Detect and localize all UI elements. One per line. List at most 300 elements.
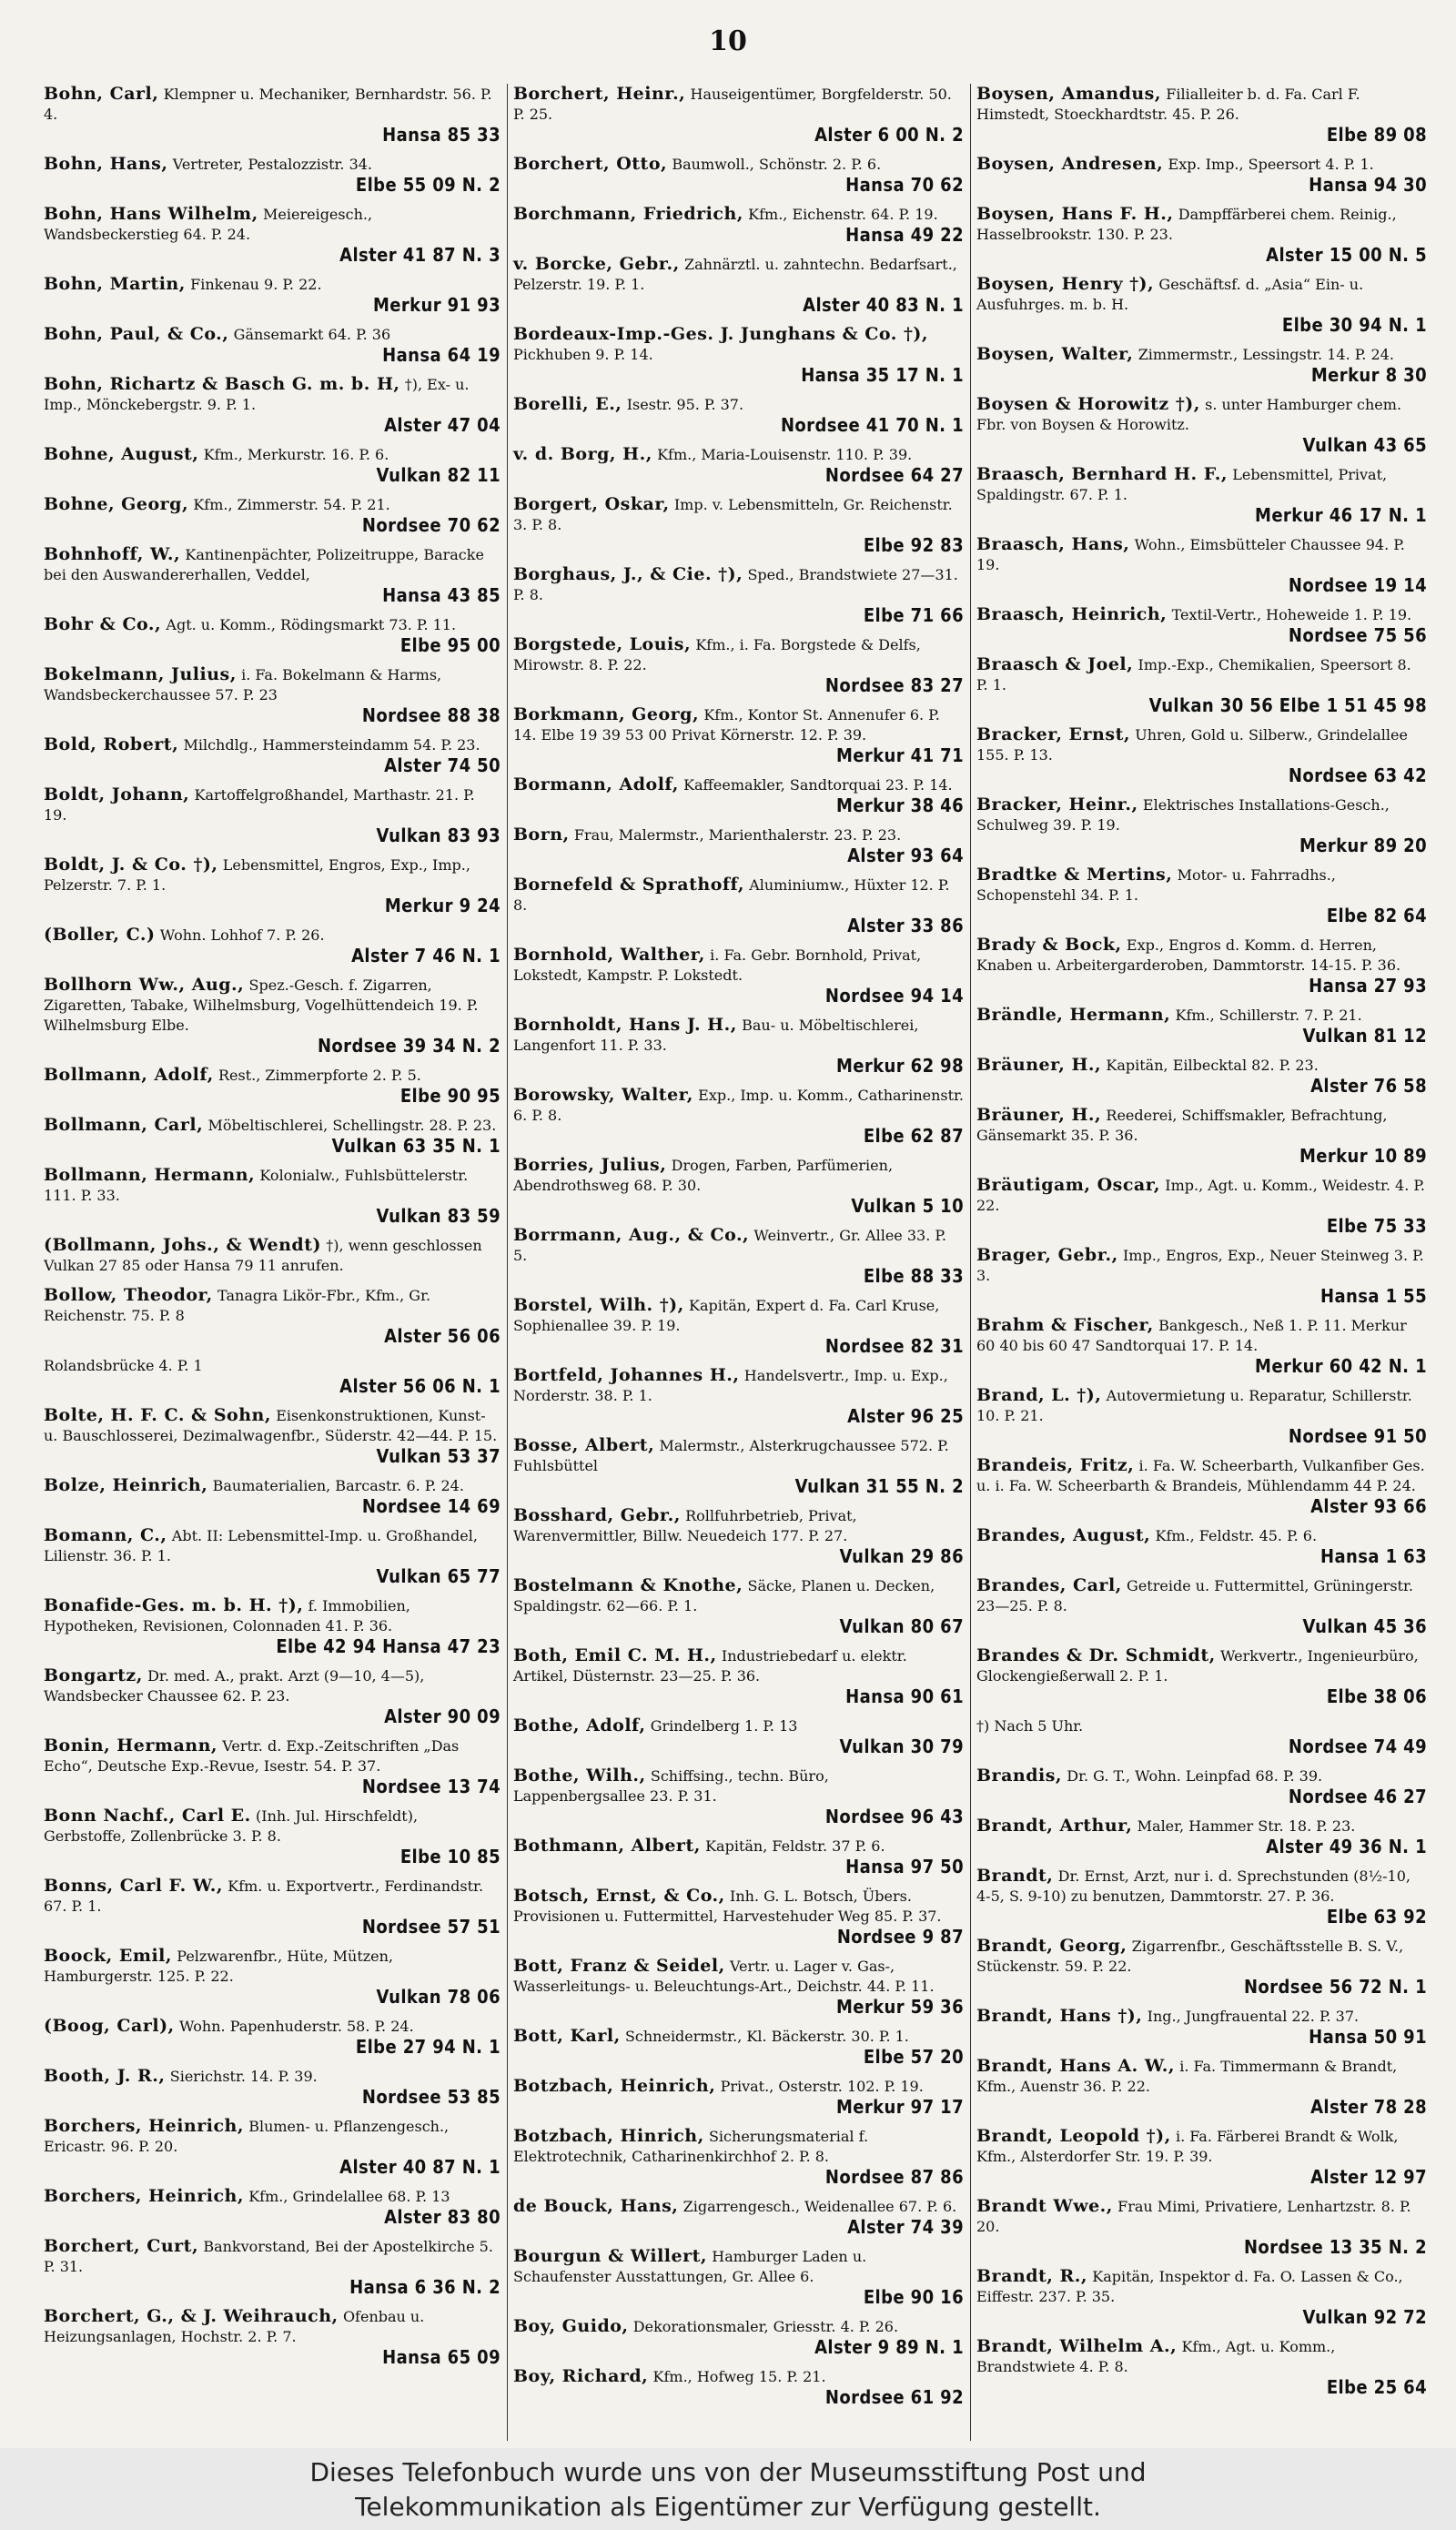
directory-entry xyxy=(976,344,1427,385)
entry-detail: Kapitän, Expert d. Fa. Carl Kruse, Sophienallee 39. P. 19. xyxy=(513,1297,940,1334)
entry-phone: Merkur 97 17 xyxy=(835,2096,964,2118)
entry-phone: Nordsee 83 27 xyxy=(824,674,964,696)
entry-phone: Alster 40 83 N. 1 xyxy=(803,294,964,316)
entry-detail: Malermstr., Alsterkrugchaussee 572. P. Fuhlsbüttel xyxy=(513,1437,949,1474)
entry-name: Borrmann, Aug., & Co., xyxy=(513,1225,750,1245)
entry-detail: Werkvertr., Ingenieurbüro, Glockengießerwall 2. P. 1. xyxy=(976,1647,1419,1685)
entry-phone: Alster 47 04 xyxy=(384,414,500,436)
entry-detail: Agt. u. Komm., Rödingsmarkt 73. P. 11. xyxy=(166,616,457,633)
directory-entry xyxy=(513,2196,964,2237)
entry-phone: Elbe 92 83 xyxy=(863,534,964,556)
entry-phone: Vulkan 83 93 xyxy=(376,825,500,846)
entry-name: Bornhold, Walther, xyxy=(513,945,705,965)
entry-detail: Sierichstr. 14. P. 39. xyxy=(169,2068,318,2085)
entry-phone: Nordsee 74 49 xyxy=(1288,1736,1427,1757)
entry-detail: Rolandsbrücke 4. P. 1 xyxy=(44,1357,203,1374)
entry-name: Brandes & Dr. Schmidt, xyxy=(976,1645,1216,1665)
entry-phone: Elbe 90 16 xyxy=(863,2286,964,2308)
entry-phone: Nordsee 13 74 xyxy=(361,1776,500,1797)
entry-name: Brand, L. †), xyxy=(976,1385,1102,1405)
entry-detail: Gänsemarkt 64. P. 36 xyxy=(233,326,391,343)
directory-entry xyxy=(976,1866,1427,1927)
entry-phone: Nordsee 75 56 xyxy=(1288,624,1427,646)
entry-name: Bothmann, Albert, xyxy=(513,1836,701,1856)
entry-name: Borchers, Heinrich, xyxy=(44,2116,244,2136)
entry-detail: Spez.-Gesch. f. Zigarren, Zigaretten, Tabake, Wilhelmsburg, Vogelhüttendeich 19. P. Wilhelmsburg Elbe. xyxy=(44,977,479,1034)
entry-detail: Dampffärberei chem. Reinig., Hasselbrookstr. 130. P. 23. xyxy=(976,206,1397,243)
entry-name: Bräuner, H., xyxy=(976,1055,1102,1075)
directory-entry xyxy=(44,2236,500,2297)
entry-name: Born, xyxy=(513,825,570,845)
directory-entry xyxy=(513,2316,964,2357)
entry-phone: Nordsee 46 27 xyxy=(1288,1786,1427,1807)
directory-entry xyxy=(44,154,500,195)
entry-detail: †) Nach 5 Uhr. xyxy=(976,1717,1084,1735)
entry-phone: Hansa 1 63 xyxy=(1320,1545,1427,1567)
column-right xyxy=(970,84,1427,2441)
entry-name: Bohn, Hans Wilhelm, xyxy=(44,204,258,224)
entry-detail: Imp., Agt. u. Komm., Weidestr. 4. P. 22. xyxy=(976,1177,1425,1214)
entry-name: Botsch, Ernst, & Co., xyxy=(513,1886,725,1906)
entry-phone: Alster 12 97 xyxy=(1310,2166,1427,2188)
directory-entry xyxy=(976,2126,1427,2187)
directory-entry xyxy=(976,1936,1427,1997)
entry-detail: Zigarrenfbr., Geschäftsstelle B. S. V., Stückenstr. 59. P. 22. xyxy=(976,1938,1404,1975)
directory-entry xyxy=(513,494,964,555)
directory-entry xyxy=(976,604,1427,645)
entry-detail: Baumwoll., Schönstr. 2. P. 6. xyxy=(672,156,882,173)
entry-name: Botzbach, Heinrich, xyxy=(513,2076,716,2096)
entry-detail: Dr. med. A., prakt. Arzt (9—10, 4—5), Wandsbecker Chaussee 62. P. 23. xyxy=(44,1667,425,1705)
entry-name: (Bollmann, Johs., & Wendt) xyxy=(44,1235,321,1255)
entry-detail: Wohn. Papenhuderstr. 58. P. 24. xyxy=(178,2018,414,2035)
directory-entry xyxy=(976,654,1427,715)
entry-name: (Boog, Carl), xyxy=(44,2016,175,2036)
entry-detail: Vertr. d. Exp.-Zeitschriften „Das Echo“, Deutsche Exp.-Revue, Isestr. 54. P. 37. xyxy=(44,1737,460,1775)
entry-detail: Inh. G. L. Botsch, Übers. Provisionen u. Futtermittel, Harvestehuder Weg 85. P. 37. xyxy=(513,1887,942,1925)
entry-phone: Nordsee 64 27 xyxy=(824,464,964,486)
entry-name: Borchert, Curt, xyxy=(44,2236,199,2256)
entry-phone: Merkur 9 24 xyxy=(384,895,500,916)
entry-detail: Autovermietung u. Reparatur, Schillerstr. 10. P. 21. xyxy=(976,1387,1412,1424)
entry-detail: i. Fa. Färberei Brandt & Wolk, Kfm., Alsterdorfer Str. 19. P. 39. xyxy=(976,2128,1399,2165)
entry-name: Bohn, Martin, xyxy=(44,274,186,294)
directory-entry xyxy=(513,444,964,485)
entry-name: Bokelmann, Julius, xyxy=(44,664,237,684)
directory-entry xyxy=(44,1285,500,1346)
directory-entry xyxy=(976,865,1427,926)
directory-entry xyxy=(44,975,500,1056)
directory-entry xyxy=(513,2366,964,2407)
entry-name: Bosse, Albert, xyxy=(513,1435,655,1455)
directory-entry xyxy=(513,394,964,435)
entry-name: Botzbach, Hinrich, xyxy=(513,2126,704,2146)
entry-name: Borelli, E., xyxy=(513,394,622,414)
entry-phone: Merkur 60 42 N. 1 xyxy=(1255,1355,1427,1377)
entry-name: Bonin, Hermann, xyxy=(44,1736,218,1756)
entry-name: Borgstede, Louis, xyxy=(513,634,692,654)
entry-phone: Merkur 46 17 N. 1 xyxy=(1255,504,1427,526)
entry-name: Bonn Nachf., Carl E. xyxy=(44,1806,251,1826)
directory-entry xyxy=(44,274,500,315)
entry-name: Bollmann, Adolf, xyxy=(44,1065,214,1085)
entry-name: Bothe, Adolf, xyxy=(513,1715,646,1736)
directory-entry xyxy=(44,324,500,365)
entry-detail: Säcke, Planen u. Decken, Spaldingstr. 62—66. P. 1. xyxy=(513,1577,935,1614)
entry-detail: Exp., Engros d. Komm. d. Herren, Knaben u. Arbeitergarderoben, Dammtorstr. 14-15. P. 36. xyxy=(976,936,1401,974)
directory-entry xyxy=(44,1876,500,1937)
entry-phone: Nordsee 94 14 xyxy=(824,985,964,1007)
entry-phone: Elbe 75 33 xyxy=(1326,1215,1427,1237)
entry-name: Bolte, H. F. C. & Sohn, xyxy=(44,1405,271,1425)
entry-detail: Schneidermstr., Kl. Bäckerstr. 30. P. 1. xyxy=(624,2028,909,2045)
entry-phone: Vulkan 45 36 xyxy=(1302,1615,1427,1637)
entry-name: Borghaus, J., & Cie. †), xyxy=(513,564,743,584)
entry-detail: Kfm., i. Fa. Borgstede & Delfs, Mirowstr. 8. P. 22. xyxy=(513,636,921,673)
entry-detail: Kfm., Feldstr. 45. P. 6. xyxy=(1155,1527,1318,1544)
directory-entry xyxy=(976,1245,1427,1306)
entry-detail: Kartoffelgroßhandel, Marthastr. 21. P. 19. xyxy=(44,786,475,824)
entry-detail: Uhren, Gold u. Silberw., Grindelallee 155. P. 13. xyxy=(976,726,1408,764)
entry-name: Bongartz, xyxy=(44,1665,143,1685)
directory-entry xyxy=(44,544,500,605)
directory-entry xyxy=(44,1165,500,1226)
entry-name: Boldt, Johann, xyxy=(44,784,190,805)
entry-name: Bonafide-Ges. m. b. H. †), xyxy=(44,1595,304,1615)
entry-name: Bold, Robert, xyxy=(44,734,179,754)
entry-detail: Dr. Ernst, Arzt, nur i. d. Sprechstunden (8½-10, 4-5, S. 9-10) zu benutzen, Dammtorstr. 27. P. 36. xyxy=(976,1867,1410,1905)
directory-entry xyxy=(44,2066,500,2107)
entry-phone: Elbe 25 64 xyxy=(1326,2376,1427,2398)
directory-entry xyxy=(513,1886,964,1947)
entry-detail: Bankgesch., Neß 1. P. 11. Merkur 60 40 bis 60 47 Sandtorquai 17. P. 14. xyxy=(976,1317,1407,1354)
directory-entry xyxy=(976,1315,1427,1376)
directory-entry xyxy=(976,1816,1427,1857)
entry-phone: Alster 56 06 xyxy=(384,1325,500,1347)
entry-name: Boysen & Horowitz †), xyxy=(976,394,1200,414)
entry-name: Braasch, Heinrich, xyxy=(976,604,1168,624)
directory-entry xyxy=(513,1836,964,1877)
entry-name: Bohne, August, xyxy=(44,444,199,464)
entry-phone: Vulkan 53 37 xyxy=(376,1445,500,1467)
entry-phone: Alster 96 25 xyxy=(847,1405,964,1427)
directory-entry xyxy=(44,1405,500,1466)
entry-detail: Textil-Vertr., Hoheweide 1. P. 19. xyxy=(1171,606,1412,623)
entry-phone: Elbe 57 20 xyxy=(863,2046,964,2068)
entry-detail: Imp.-Exp., Chemikalien, Speersort 8. P. 1. xyxy=(976,656,1411,693)
directory-entry xyxy=(513,2246,964,2307)
entry-name: Bourgun & Willert, xyxy=(513,2246,707,2266)
entry-detail: Milchdlg., Hammersteindamm 54. P. 23. xyxy=(183,736,480,754)
entry-detail: Kapitän, Inspektor d. Fa. O. Lassen & Co., Eiffestr. 237. P. 35. xyxy=(976,2268,1403,2305)
entry-phone: Hansa 85 33 xyxy=(382,124,500,146)
directory-entry xyxy=(44,1595,500,1656)
entry-name: Brady & Bock, xyxy=(976,935,1122,955)
directory-entry xyxy=(976,2336,1427,2397)
entry-name: Bonns, Carl F. W., xyxy=(44,1876,223,1896)
directory-entry xyxy=(513,704,964,765)
provenance-footer xyxy=(0,2448,1456,2530)
entry-phone: Vulkan 43 65 xyxy=(1302,434,1427,456)
directory-entry xyxy=(44,84,500,145)
entry-name: Bolze, Heinrich, xyxy=(44,1475,208,1495)
entry-name: Brandt, Georg, xyxy=(976,1936,1127,1956)
entry-phone: Alster 74 39 xyxy=(847,2216,964,2238)
entry-phone: Hansa 6 36 N. 2 xyxy=(349,2276,500,2298)
entry-phone: Vulkan 82 11 xyxy=(376,464,500,486)
directory-entry xyxy=(976,935,1427,996)
entry-detail: Weinvertr., Gr. Allee 33. P. 5. xyxy=(513,1227,946,1264)
directory-entry xyxy=(44,1475,500,1516)
entry-detail: Kfm., Zimmerstr. 54. P. 21. xyxy=(193,496,390,513)
entry-detail: Rest., Zimmerpforte 2. P. 5. xyxy=(217,1067,421,1084)
entry-name: Bohr & Co., xyxy=(44,614,162,634)
entry-name: Borchmann, Friedrich, xyxy=(513,204,743,224)
entry-phone: Nordsee 13 35 N. 2 xyxy=(1243,2236,1427,2258)
entry-detail: Imp., Engros, Exp., Neuer Steinweg 3. P. 3. xyxy=(976,1247,1424,1284)
entry-name: Bohn, Carl, xyxy=(44,84,159,104)
entry-phone: Alster 33 86 xyxy=(847,915,964,936)
entry-detail: Kfm., Agt. u. Komm., Brandstwiete 4. P. 8. xyxy=(976,2338,1336,2375)
directory-entry xyxy=(513,1225,964,1286)
directory-entry xyxy=(44,1115,500,1156)
directory-entry xyxy=(44,444,500,485)
entry-detail: Kfm., Hofweg 15. P. 21. xyxy=(652,2368,826,2385)
entry-phone: Elbe 88 33 xyxy=(863,1265,964,1287)
entry-phone: Nordsee 57 51 xyxy=(361,1916,500,1938)
directory-entry xyxy=(44,2016,500,2057)
directory-entry xyxy=(976,1105,1427,1166)
directory-entry xyxy=(513,1015,964,1076)
directory-entry xyxy=(513,945,964,1006)
directory-entry xyxy=(44,1525,500,1586)
entry-detail: Reederei, Schiffsmakler, Befrachtung, Gänsemarkt 35. P. 36. xyxy=(976,1107,1388,1144)
directory-entry xyxy=(513,204,964,245)
entry-phone: Vulkan 80 67 xyxy=(839,1615,964,1637)
entry-detail: Isestr. 95. P. 37. xyxy=(626,396,744,413)
entry-detail: Kolonialw., Fuhlsbüttelerstr. 111. P. 33. xyxy=(44,1167,469,1204)
entry-detail: Aluminiumw., Hüxter 12. P. 8. xyxy=(513,876,950,914)
entry-name: Brandes, August, xyxy=(976,1525,1151,1545)
entry-name: Bohnhoff, W., xyxy=(44,544,181,564)
directory-entry xyxy=(513,1645,964,1706)
columns-container xyxy=(44,84,1427,2441)
entry-detail: Geschäftsf. d. „Asia“ Ein- u. Ausfuhrges. m. b. H. xyxy=(976,276,1364,313)
entry-phone: Nordsee 9 87 xyxy=(836,1926,964,1948)
entry-detail: Kfm., Schillerstr. 7. P. 21. xyxy=(1175,1007,1362,1024)
entry-name: Bothe, Wilh., xyxy=(513,1766,646,1786)
entry-name: Borstel, Wilh. †), xyxy=(513,1295,684,1315)
entry-phone: Elbe 38 06 xyxy=(1326,1685,1427,1707)
directory-entry xyxy=(976,394,1427,455)
directory-entry xyxy=(44,614,500,655)
entry-name: Braasch, Hans, xyxy=(976,534,1130,554)
entry-phone: Merkur 38 46 xyxy=(835,794,964,816)
entry-detail: Filialleiter b. d. Fa. Carl F. Himstedt, Stoeckhardtstr. 45. P. 26. xyxy=(976,86,1360,123)
entry-name: Boldt, J. & Co. †), xyxy=(44,855,218,875)
entry-name: Brandt Wwe., xyxy=(976,2196,1113,2216)
entry-phone: Alster 76 58 xyxy=(1310,1075,1427,1097)
entry-name: Bollhorn Ww., Aug., xyxy=(44,975,245,995)
directory-entry xyxy=(976,1455,1427,1516)
entry-phone: Elbe 10 85 xyxy=(399,1846,500,1867)
entry-name: Bosshard, Gebr., xyxy=(513,1505,681,1525)
entry-detail: †), wenn geschlossen Vulkan 27 85 oder Hansa 79 11 anrufen. xyxy=(44,1237,482,1274)
entry-phone: Elbe 82 64 xyxy=(1326,905,1427,926)
entry-detail: Abt. II: Lebensmittel-Imp. u. Großhandel, Lilienstr. 36. P. 1. xyxy=(44,1527,478,1564)
entry-detail: Privat., Osterstr. 102. P. 19. xyxy=(720,2078,924,2095)
entry-phone: Alster 41 87 N. 3 xyxy=(339,244,500,266)
entry-name: Boy, Richard, xyxy=(513,2366,649,2386)
directory-entry xyxy=(513,825,964,865)
entry-detail: Finkenau 9. P. 22. xyxy=(190,276,322,293)
entry-phone: Vulkan 63 35 N. 1 xyxy=(331,1135,500,1157)
entry-detail: Wohn. Lohhof 7. P. 26. xyxy=(159,926,325,944)
directory-entry xyxy=(976,84,1427,145)
entry-phone: Vulkan 81 12 xyxy=(1302,1025,1427,1047)
entry-phone: Hansa 1 55 xyxy=(1320,1285,1427,1307)
directory-entry xyxy=(976,1645,1427,1706)
entry-detail: Zigarrengesch., Weidenallee 67. P. 6. xyxy=(682,2198,957,2215)
directory-entry xyxy=(976,1005,1427,1046)
entry-phone: Nordsee 96 43 xyxy=(824,1806,964,1827)
directory-entry xyxy=(44,1065,500,1106)
directory-entry xyxy=(976,2266,1427,2327)
directory-entry xyxy=(44,1665,500,1726)
entry-name: Borries, Julius, xyxy=(513,1155,667,1175)
entry-phone: Vulkan 92 72 xyxy=(1302,2306,1427,2328)
entry-phone: Hansa 70 62 xyxy=(845,174,964,196)
entry-phone: Alster 78 28 xyxy=(1310,2096,1427,2118)
entry-phone: Nordsee 14 69 xyxy=(361,1495,500,1517)
entry-phone: Nordsee 70 62 xyxy=(361,514,500,536)
directory-entry xyxy=(513,875,964,936)
entry-name: Boysen, Hans F. H., xyxy=(976,204,1174,224)
entry-name: Brandt, Hans A. W., xyxy=(976,2056,1175,2076)
entry-detail: Kapitän, Feldstr. 37 P. 6. xyxy=(705,1837,885,1855)
entry-detail: Rollfuhrbetrieb, Privat, Warenvermittler, Billw. Neuedeich 177. P. 27. xyxy=(513,1507,857,1544)
directory-entry xyxy=(513,1956,964,2017)
entry-detail: Baumaterialien, Barcastr. 6. P. 24. xyxy=(212,1477,464,1494)
entry-phone: Elbe 62 87 xyxy=(863,1125,964,1147)
directory-entry xyxy=(513,1435,964,1496)
entry-detail: Pelzwarenfbr., Hüte, Mützen, Hamburgerstr. 125. P. 22. xyxy=(44,1948,394,1985)
directory-entry xyxy=(976,1525,1427,1566)
directory-entry xyxy=(513,1155,964,1216)
entry-phone: Vulkan 83 59 xyxy=(376,1205,500,1227)
entry-phone: Elbe 95 00 xyxy=(399,634,500,656)
entry-phone: Hansa 94 30 xyxy=(1309,174,1427,196)
entry-detail: Klempner u. Mechaniker, Bernhardstr. 56. P. 4. xyxy=(44,86,492,123)
entry-detail: i. Fa. Bokelmann & Harms, Wandsbeckerchaussee 57. P. 23 xyxy=(44,666,442,703)
entry-name: Bohn, Hans, xyxy=(44,154,168,174)
entry-detail: Tanagra Likör-Fbr., Kfm., Gr. Reichenstr. 75. P. 8 xyxy=(44,1287,431,1324)
entry-phone: Merkur 10 89 xyxy=(1299,1145,1427,1167)
entry-name: Booth, J. R., xyxy=(44,2066,166,2086)
entry-detail: Möbeltischlerei, Schellingstr. 28. P. 23. xyxy=(207,1117,497,1134)
directory-entry xyxy=(513,1505,964,1566)
entry-phone: Alster 90 09 xyxy=(384,1705,500,1727)
entry-phone: Merkur 41 71 xyxy=(835,744,964,766)
directory-entry xyxy=(513,1575,964,1636)
entry-detail: Kfm., Eichenstr. 64. P. 19. xyxy=(748,206,938,223)
entry-name: Brändle, Hermann, xyxy=(976,1005,1171,1025)
entry-name: Borchert, Otto, xyxy=(513,154,668,174)
entry-detail: Sicherungsmaterial f. Elektrotechnik, Catharinenkirchhof 2. P. 8. xyxy=(513,2128,869,2165)
directory-entry xyxy=(44,925,500,966)
entry-detail: Kfm., Kontor St. Annenufer 6. P. 14. Elbe 19 39 53 00 Privat Körnerstr. 12. P. 39. xyxy=(513,706,940,744)
directory-entry xyxy=(976,2056,1427,2117)
directory-entry xyxy=(976,1766,1427,1806)
directory-entry xyxy=(513,1715,964,1756)
directory-entry xyxy=(44,204,500,265)
entry-phone: Elbe 89 08 xyxy=(1326,124,1427,146)
directory-entry xyxy=(976,1385,1427,1446)
entry-detail: Exp., Imp. u. Komm., Catharinenstr. 6. P. 8. xyxy=(513,1087,964,1124)
directory-entry xyxy=(976,154,1427,195)
directory-entry xyxy=(513,324,964,385)
entry-detail: Kfm., Grindelallee 68. P. 13 xyxy=(248,2188,450,2205)
entry-phone: Nordsee 63 42 xyxy=(1288,764,1427,786)
directory-entry xyxy=(976,464,1427,525)
directory-entry xyxy=(513,1766,964,1827)
entry-phone: Nordsee 87 86 xyxy=(824,2166,964,2188)
directory-entry xyxy=(976,274,1427,335)
entry-detail: i. Fa. W. Scheerbarth, Vulkanfiber Ges. u. i. Fa. W. Scheerbarth & Brandeis, Mühlendamm 44 P. 24. xyxy=(976,1457,1425,1494)
directory-entry xyxy=(513,2026,964,2067)
entry-phone: Alster 93 66 xyxy=(1310,1495,1427,1517)
directory-entry xyxy=(44,734,500,775)
entry-detail: Kfm., Merkurstr. 16. P. 6. xyxy=(203,446,389,463)
entry-detail: Motor- u. Fahrradhs., Schopenstehl 34. P. 1. xyxy=(976,866,1336,904)
entry-detail: Handelsvertr., Imp. u. Exp., Norderstr. 38. P. 1. xyxy=(513,1367,948,1404)
entry-name: Bohn, Paul, & Co., xyxy=(44,324,229,344)
entry-name: Brandt, xyxy=(976,1866,1054,1886)
entry-name: Bradtke & Mertins, xyxy=(976,865,1173,885)
entry-detail: Kaffeemakler, Sandtorquai 23. P. 14. xyxy=(683,776,953,794)
directory-entry xyxy=(44,2116,500,2177)
entry-detail: Ing., Jungfrauental 22. P. 37. xyxy=(1147,2008,1360,2025)
directory-entry xyxy=(44,1235,500,1276)
entry-name: v. Borcke, Gebr., xyxy=(513,254,680,274)
entry-detail: Dr. G. T., Wohn. Leinpfad 68. P. 39. xyxy=(1067,1767,1323,1785)
entry-name: Brandt, Hans †), xyxy=(976,2006,1143,2026)
entry-name: Bormann, Adolf, xyxy=(513,774,679,794)
entry-phone: Vulkan 65 77 xyxy=(376,1565,500,1587)
entry-name: Boysen, Amandus, xyxy=(976,84,1161,104)
entry-detail: Bau- u. Möbeltischlerei, Langenfort 11. P. 33. xyxy=(513,1017,919,1054)
entry-detail: Exp. Imp., Speersort 4. P. 1. xyxy=(1168,156,1374,173)
entry-phone: Nordsee 39 34 N. 2 xyxy=(317,1035,500,1057)
entry-name: de Bouck, Hans, xyxy=(513,2196,679,2216)
entry-detail: Dekorationsmaler, Griesstr. 4. P. 26. xyxy=(632,2318,899,2335)
entry-phone: Nordsee 88 38 xyxy=(361,704,500,726)
entry-phone: Nordsee 82 31 xyxy=(824,1335,964,1357)
entry-detail: Vertr. u. Lager v. Gas-, Wasserleitungs- u. Beleuchtungs-Art., Deichstr. 44. P. 11. xyxy=(513,1958,935,1995)
entry-name: Bohn, Richartz & Basch G. m. b. H, xyxy=(44,374,400,394)
entry-detail: Industriebedarf u. elektr. Artikel, Düsternstr. 23—25. P. 36. xyxy=(513,1647,907,1685)
footer-line-2: Telekommunikation als Eigentümer zur Verfügung gestellt. xyxy=(355,2492,1101,2522)
entry-phone: Hansa 65 09 xyxy=(382,2346,500,2368)
entry-phone: Alster 6 00 N. 2 xyxy=(814,124,964,146)
entry-name: (Boller, C.) xyxy=(44,925,156,945)
directory-entry xyxy=(513,634,964,695)
directory-entry xyxy=(976,724,1427,785)
entry-phone: Alster 49 36 N. 1 xyxy=(1266,1836,1427,1857)
entry-detail: Blumen- u. Pflanzengesch., Ericastr. 96. P. 20. xyxy=(44,2118,450,2155)
entry-detail: Drogen, Farben, Parfümerien, Abendrothsweg 68. P. 30. xyxy=(513,1157,894,1194)
entry-detail: Lebensmittel, Privat, Spaldingstr. 67. P. 1. xyxy=(976,466,1388,503)
